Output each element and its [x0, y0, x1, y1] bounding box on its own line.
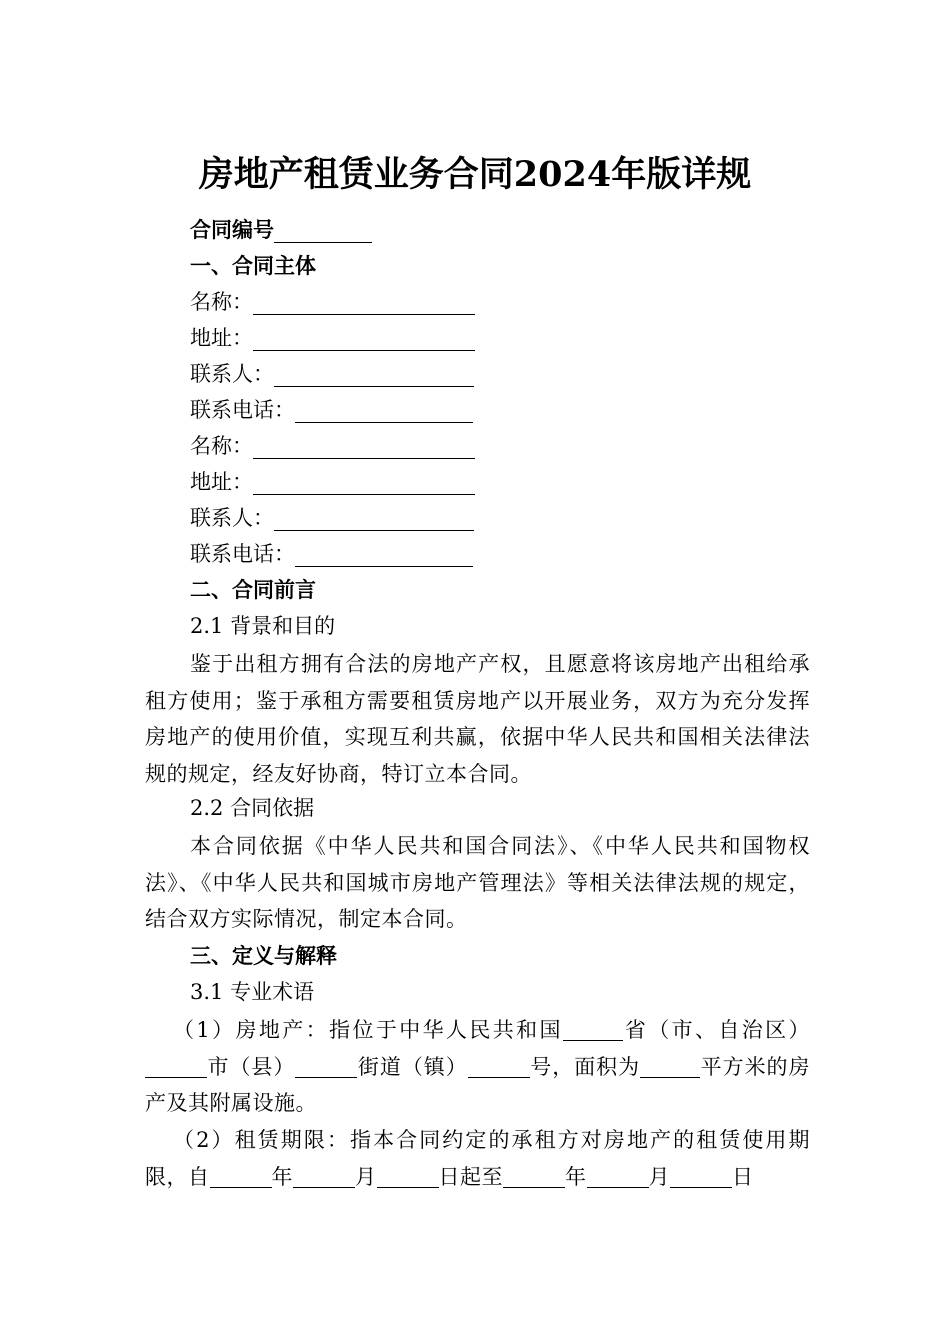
- section3-sub1-title: 3.1 专业术语: [190, 980, 315, 1004]
- party-b-contact-line: [190, 503, 830, 533]
- party-a-name-label: 名称：: [190, 290, 253, 314]
- party-b-phone-field[interactable]: [295, 544, 473, 567]
- contract-number-label: 合同编号: [190, 218, 274, 242]
- def2-day-end: 日: [732, 1164, 754, 1189]
- number-field[interactable]: [468, 1057, 530, 1078]
- def2-month-1: 月: [355, 1164, 377, 1189]
- party-a-contact-field[interactable]: [274, 364, 474, 387]
- section2-sub1-title: 2.1 背景和目的: [190, 614, 336, 638]
- start-month-field[interactable]: [293, 1167, 355, 1188]
- street-field[interactable]: [295, 1057, 357, 1078]
- party-b-address-field[interactable]: [253, 472, 475, 495]
- party-a-contact-label: 联系人：: [190, 362, 274, 386]
- party-a-phone-label: 联系电话：: [190, 398, 295, 422]
- def2-month-2: 月: [648, 1164, 670, 1189]
- end-month-field[interactable]: [587, 1167, 649, 1188]
- definition-property: [145, 1012, 810, 1122]
- province-field[interactable]: [563, 1020, 623, 1041]
- end-year-field[interactable]: [503, 1167, 565, 1188]
- def2-year-1: 年: [271, 1164, 293, 1189]
- party-b-name-line: [190, 431, 830, 461]
- section2-sub2-title: 2.2 合同依据: [190, 796, 315, 820]
- contract-number-field[interactable]: [274, 220, 372, 243]
- definition-lease-term: [145, 1122, 810, 1195]
- def1-part3: 市（县）: [207, 1054, 296, 1079]
- section2-heading: 二、合同前言: [190, 578, 316, 602]
- party-b-name-field[interactable]: [253, 436, 475, 459]
- party-a-address-line: [190, 323, 830, 353]
- party-b-address-label: 地址：: [190, 470, 253, 494]
- section1-heading: 一、合同主体: [190, 254, 316, 278]
- section2-sub1-text: 鉴于出租方拥有合法的房地产产权，且愿意将该房地产出租给承租方使用；鉴于承租方需要租赁房地产以开展业务，双方为充分发挥房地产的使用价值，实现互利共赢，依据中华人民共和国相关法律法规的规定，经友好协商，特订立本合同。: [145, 652, 810, 786]
- def2-day-from: 日起至: [438, 1164, 503, 1189]
- party-b-contact-label: 联系人：: [190, 506, 274, 530]
- city-field[interactable]: [145, 1057, 207, 1078]
- start-day-field[interactable]: [377, 1167, 439, 1188]
- party-b-phone-line: [190, 539, 830, 569]
- section2-sub2-text: 本合同依据《中华人民共和国合同法》、《中华人民共和国物权法》、《中华人民共和国城市房地产管理法》等相关法律法规的规定，结合双方实际情况，制定本合同。: [145, 834, 810, 931]
- party-a-phone-line: [190, 395, 830, 425]
- def1-part6: 平方米的房产及其附属设施。: [145, 1054, 811, 1115]
- section3-heading: 三、定义与解释: [190, 944, 337, 968]
- party-a-name-field[interactable]: [253, 292, 475, 315]
- party-a-address-field[interactable]: [253, 328, 475, 351]
- area-field[interactable]: [640, 1057, 700, 1078]
- party-a-phone-field[interactable]: [295, 400, 473, 423]
- def1-part5: 号，面积为: [529, 1054, 641, 1079]
- start-year-field[interactable]: [210, 1167, 272, 1188]
- party-b-address-line: [190, 467, 830, 497]
- party-b-name-label: 名称：: [190, 434, 253, 458]
- contract-number-line: [190, 215, 830, 245]
- party-a-name-line: [190, 287, 830, 317]
- end-day-field[interactable]: [670, 1167, 732, 1188]
- party-a-contact-line: [190, 359, 830, 389]
- document-title: 房地产租赁业务合同2024年版详规: [198, 154, 752, 195]
- party-b-contact-field[interactable]: [274, 508, 474, 531]
- party-a-address-label: 地址：: [190, 326, 253, 350]
- def1-part4: 街道（镇）: [357, 1054, 468, 1079]
- def2-part1: （2）租赁期限：指本合同约定的承租方对房地产的租赁使用期限，自: [145, 1128, 810, 1189]
- party-b-phone-label: 联系电话：: [190, 542, 295, 566]
- def1-part2: 省（市、自治区）: [622, 1018, 811, 1042]
- def1-part1: （1）房地产：指位于中华人民共和国: [173, 1018, 563, 1042]
- def2-year-2: 年: [565, 1164, 587, 1189]
